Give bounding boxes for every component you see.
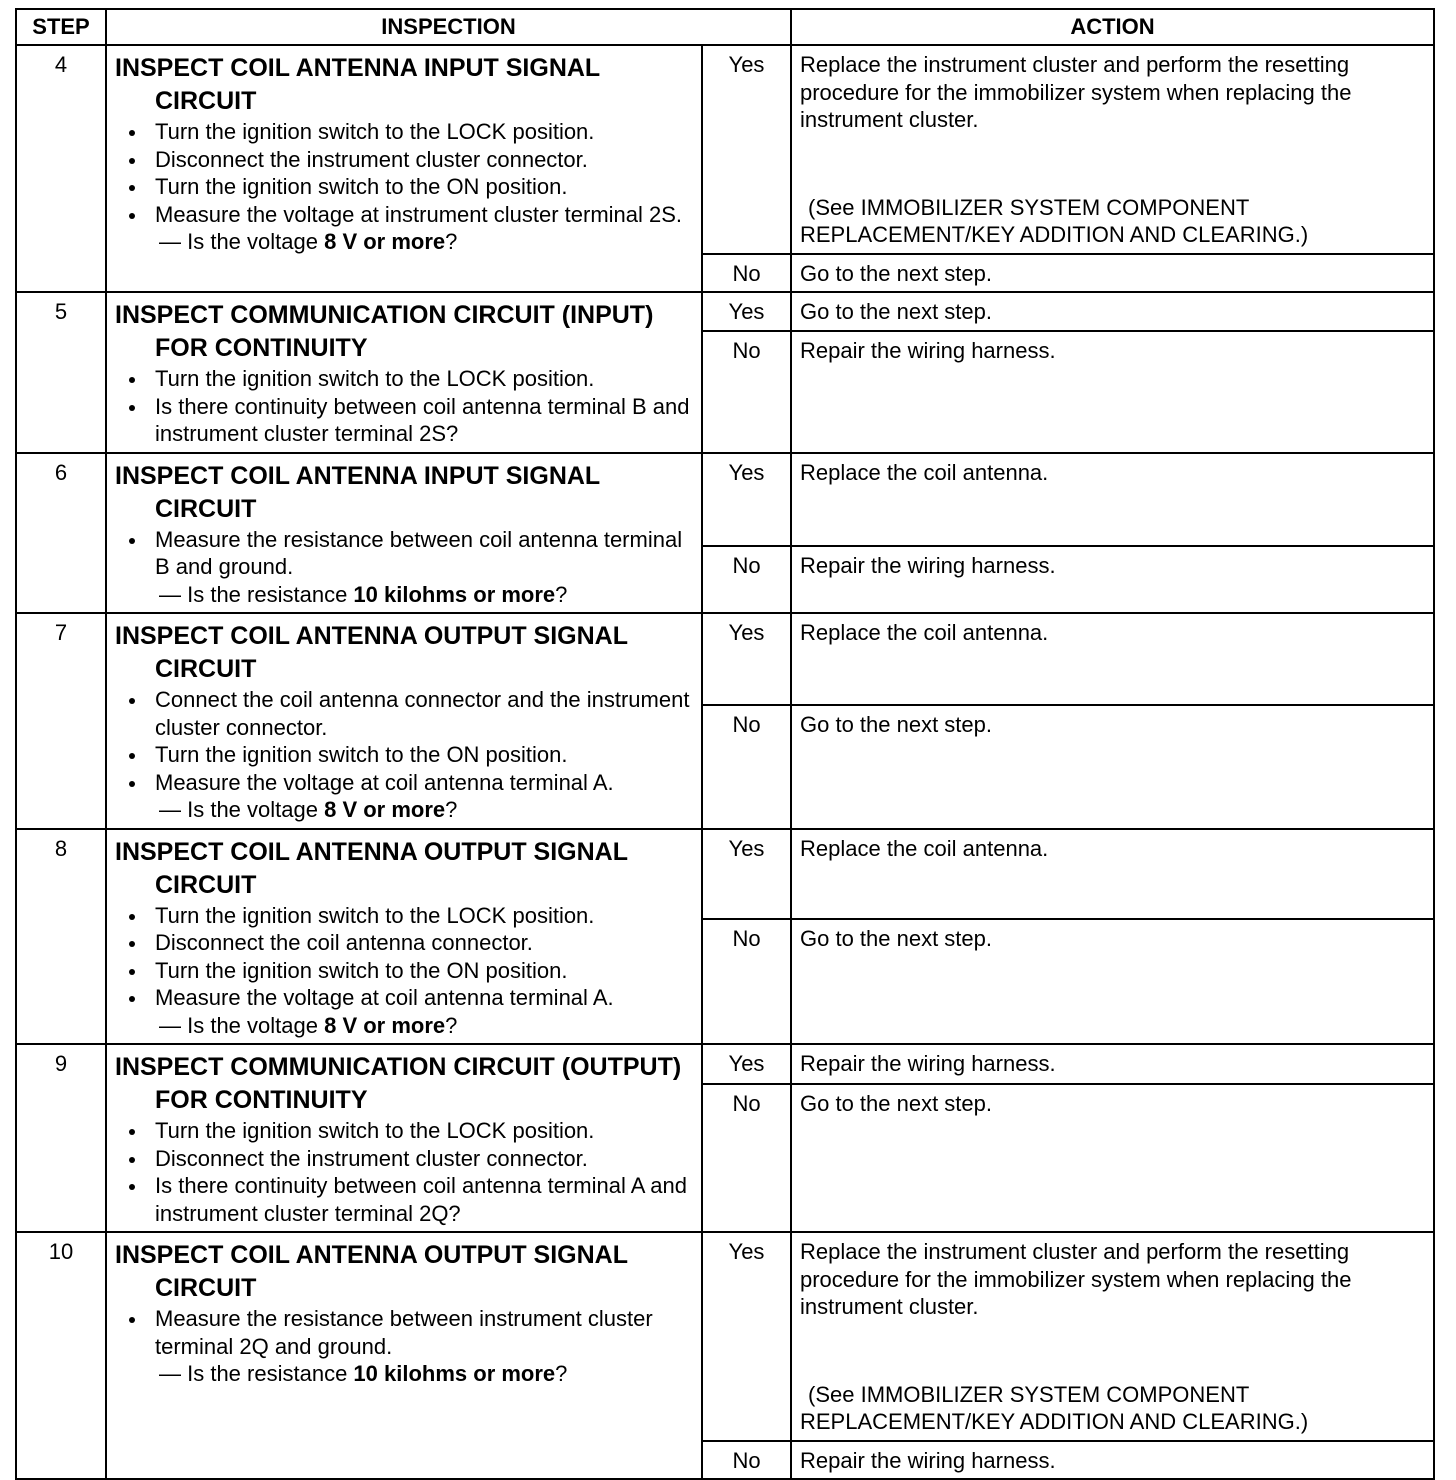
inspection-title: INSPECT COIL ANTENNA OUTPUT SIGNAL CIRCUIT <box>115 622 628 683</box>
inspection-title: INSPECT COIL ANTENNA OUTPUT SIGNAL CIRCUIT <box>115 1241 628 1302</box>
table-row <box>16 45 1434 254</box>
bullet-item: Turn the ignition switch to the ON position. <box>115 173 695 201</box>
yes-action: Replace the instrument cluster and perform the resetting procedure for the immobilizer system when replacing the instrument cluster. (See IMMOBILIZER SYSTEM COMPONENT REPLACEMENT/KEY ADDITION AND CLEARING.) <box>791 1232 1434 1441</box>
header-step: STEP <box>16 9 106 45</box>
yes-action: Go to the next step. <box>791 292 1434 331</box>
inspection-question: — Is the resistance 10 kilohms or more? <box>159 581 568 607</box>
no-action: Go to the next step. <box>791 254 1434 293</box>
step-number: 8 <box>16 829 106 1045</box>
no-action: Repair the wiring harness. <box>791 331 1434 452</box>
inspection-bullets <box>115 1305 695 1360</box>
bullet-item: Is there continuity between coil antenna terminal A and instrument cluster terminal 2Q? <box>115 1172 695 1227</box>
step-5-block <box>16 292 1434 453</box>
step-number: 10 <box>16 1232 106 1479</box>
inspection-question: — Is the voltage 8 V or more? <box>159 797 458 822</box>
no-label: No <box>702 254 791 293</box>
no-label: No <box>702 705 791 829</box>
yes-action: Replace the coil antenna. <box>791 613 1434 705</box>
bullet-item: Connect the coil antenna connector and the instrument cluster connector. <box>115 686 695 741</box>
step-10-block <box>16 1232 1434 1479</box>
header-row <box>16 9 1434 45</box>
inspection-cell <box>106 1044 702 1232</box>
table-row <box>16 453 1434 546</box>
inspection-cell <box>106 613 702 829</box>
no-label: No <box>702 919 791 1044</box>
inspection-bullets <box>115 902 695 1012</box>
bullet-item: Disconnect the coil antenna connector. <box>115 929 695 957</box>
inspection-cell <box>106 1232 702 1479</box>
bullet-item: Turn the ignition switch to the ON position. <box>115 741 695 769</box>
yes-action: Repair the wiring harness. <box>791 1044 1434 1084</box>
step-number: 7 <box>16 613 106 829</box>
step-number: 9 <box>16 1044 106 1232</box>
step-number: 5 <box>16 292 106 453</box>
yes-label: Yes <box>702 1044 791 1084</box>
yes-action: Replace the coil antenna. <box>791 453 1434 546</box>
no-action: Go to the next step. <box>791 705 1434 829</box>
inspection-question: — Is the voltage 8 V or more? <box>159 229 458 254</box>
step-number: 6 <box>16 453 106 614</box>
table-row <box>16 292 1434 331</box>
inspection-cell <box>106 453 702 614</box>
no-action: Repair the wiring harness. <box>791 1441 1434 1480</box>
yes-label: Yes <box>702 453 791 546</box>
no-action: Repair the wiring harness. <box>791 546 1434 613</box>
inspection-title: INSPECT COIL ANTENNA OUTPUT SIGNAL CIRCUIT <box>115 837 628 899</box>
inspection-title: INSPECT COIL ANTENNA INPUT SIGNAL CIRCUIT <box>115 54 600 115</box>
bullet-item: Turn the ignition switch to the LOCK position. <box>115 365 695 393</box>
bullet-item: Measure the voltage at coil antenna terminal A. <box>115 984 695 1012</box>
step-4-block <box>16 45 1434 292</box>
inspection-title: INSPECT COMMUNICATION CIRCUIT (OUTPUT) FOR CONTINUITY <box>115 1053 682 1114</box>
bullet-item: Measure the voltage at instrument cluster terminal 2S. <box>115 201 695 229</box>
bullet-item: Turn the ignition switch to the LOCK position. <box>115 902 695 930</box>
yes-label: Yes <box>702 45 791 254</box>
inspection-bullets <box>115 118 695 228</box>
bullet-item: Turn the ignition switch to the LOCK position. <box>115 1117 695 1145</box>
no-action: Go to the next step. <box>791 919 1434 1044</box>
inspection-question: — Is the resistance 10 kilohms or more? <box>159 1361 568 1386</box>
inspection-question: — Is the voltage 8 V or more? <box>159 1012 458 1038</box>
inspection-cell <box>106 45 702 292</box>
inspection-bullets <box>115 686 695 796</box>
table-row <box>16 613 1434 705</box>
header-inspection: INSPECTION <box>106 9 791 45</box>
step-6-block <box>16 453 1434 614</box>
bullet-item: Turn the ignition switch to the LOCK position. <box>115 118 695 146</box>
no-action: Go to the next step. <box>791 1084 1434 1232</box>
table-row <box>16 1044 1434 1084</box>
yes-label: Yes <box>702 829 791 920</box>
header-action: ACTION <box>791 9 1434 45</box>
inspection-cell <box>106 292 702 453</box>
inspection-title: INSPECT COMMUNICATION CIRCUIT (INPUT) FOR CONTINUITY <box>115 301 654 362</box>
no-label: No <box>702 546 791 613</box>
troubleshooting-table <box>15 8 1435 1480</box>
bullet-item: Disconnect the instrument cluster connector. <box>115 146 695 174</box>
step-number: 4 <box>16 45 106 292</box>
yes-label: Yes <box>702 292 791 331</box>
no-label: No <box>702 1441 791 1480</box>
table-row <box>16 1232 1434 1441</box>
step-9-block <box>16 1044 1434 1232</box>
no-label: No <box>702 1084 791 1232</box>
bullet-item: Disconnect the instrument cluster connector. <box>115 1145 695 1173</box>
bullet-item: Is there continuity between coil antenna terminal B and instrument cluster terminal 2S? <box>115 393 695 448</box>
yes-label: Yes <box>702 613 791 705</box>
yes-label: Yes <box>702 1232 791 1441</box>
inspection-bullets <box>115 1117 695 1227</box>
step-7-block <box>16 613 1434 829</box>
table-row <box>16 829 1434 920</box>
step-8-block <box>16 829 1434 1045</box>
inspection-title: INSPECT COIL ANTENNA INPUT SIGNAL CIRCUIT <box>115 461 600 523</box>
bullet-item: Measure the resistance between coil antenna terminal B and ground. <box>115 526 695 581</box>
no-label: No <box>702 331 791 452</box>
inspection-bullets <box>115 365 695 448</box>
bullet-item: Measure the resistance between instrument cluster terminal 2Q and ground. <box>115 1305 695 1360</box>
bullet-item: Measure the voltage at coil antenna terminal A. <box>115 769 695 797</box>
bullet-item: Turn the ignition switch to the ON position. <box>115 957 695 985</box>
yes-action: Replace the instrument cluster and perform the resetting procedure for the immobilizer system when replacing the instrument cluster. (See IMMOBILIZER SYSTEM COMPONENT REPLACEMENT/KEY ADDITION AND CLEARING.) <box>791 45 1434 254</box>
inspection-cell <box>106 829 702 1045</box>
yes-action: Replace the coil antenna. <box>791 829 1434 920</box>
inspection-bullets <box>115 526 695 581</box>
